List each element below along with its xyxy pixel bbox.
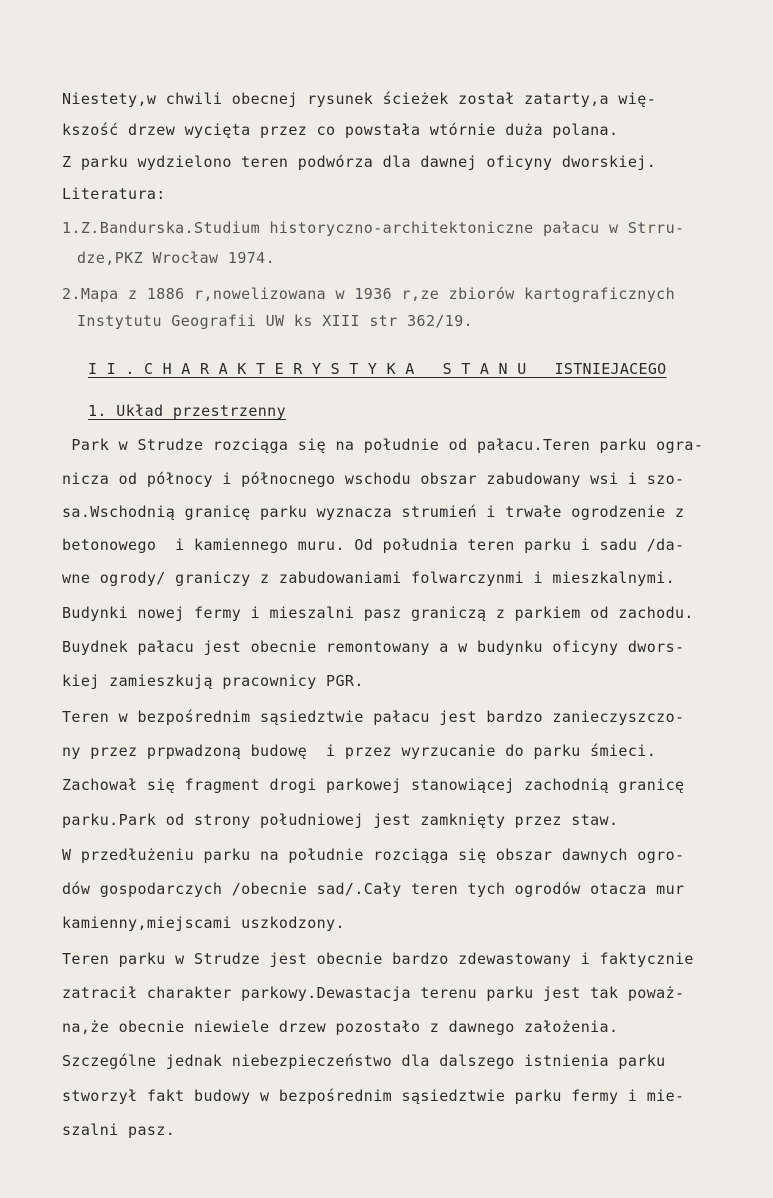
body-line: Zachował się fragment drogi parkowej stanowiącej zachodnią granicę — [62, 776, 685, 794]
literature-item-2a: 2.Mapa z 1886 r,nowelizowana w 1936 r,ze zbiorów kartograficznych — [62, 285, 675, 303]
body-line: kiej zamieszkują pracownicy PGR. — [62, 672, 364, 690]
body-line: dów gospodarczych /obecnie sad/.Cały teren tych ogrodów otacza mur — [62, 880, 685, 898]
body-line: zatracił charakter parkowy.Dewastacja terenu parku jest tak poważ- — [62, 984, 685, 1002]
body-line: wne ogrody/ graniczy z zabudowaniami folwarczynmi i mieszkalnymi. — [62, 569, 675, 587]
intro-line-3: Z parku wydzielono teren podwórza dla dawnej oficyny dworskiej. — [62, 153, 657, 171]
literature-item-1b: dze,PKZ Wrocław 1974. — [77, 249, 276, 267]
body-line: sa.Wschodnią granicę parku wyznacza strumień i trwałe ogrodzenie z — [62, 503, 685, 521]
body-line: na,że obecnie niewiele drzew pozostało z dawnego założenia. — [62, 1018, 619, 1036]
body-line: ny przez prpwadzoną budowę i przez wyrzucanie do parku śmieci. — [62, 742, 657, 760]
body-line: szalni pasz. — [62, 1121, 176, 1139]
body-line: Szczególne jednak niebezpieczeństwo dla dalszego istnienia parku — [62, 1052, 666, 1070]
literature-item-2b: Instytutu Geografii UW ks XIII str 362/19. — [77, 312, 474, 330]
intro-line-2: kszość drzew wycięta przez co powstała wtórnie duża polana. — [62, 121, 619, 139]
body-line: nicza od północy i północnego wschodu obszar zabudowany wsi i szo- — [62, 470, 685, 488]
body-line: kamienny,miejscami uszkodzony. — [62, 914, 345, 932]
body-line: Teren w bezpośrednim sąsiedztwie pałacu jest bardzo zanieczyszczo- — [62, 708, 685, 726]
body-line: Buydnek pałacu jest obecnie remontowany a w budynku oficyny dwors- — [62, 638, 685, 656]
section-subheading: 1. Układ przestrzenny — [88, 402, 287, 420]
intro-line-1: Niestety,w chwili obecnej rysunek ścieżek został zatarty,a wię- — [62, 90, 657, 108]
literature-item-1a: 1.Z.Bandurska.Studium historyczno-architektoniczne pałacu w Strru- — [62, 219, 685, 237]
body-line: Park w Strudze rozciąga się na południe od pałacu.Teren parku ogra- — [62, 436, 704, 454]
body-line: betonowego i kamiennego muru. Od południa teren parku i sadu /da- — [62, 536, 685, 554]
body-line: Budynki nowej fermy i mieszalni pasz graniczą z parkiem od zachodu. — [62, 604, 694, 622]
literature-label: Literatura: — [62, 185, 166, 203]
body-line: parku.Park od strony południowej jest zamknięty przez staw. — [62, 811, 619, 829]
body-line: W przedłużeniu parku na południe rozciąga się obszar dawnych ogro- — [62, 846, 685, 864]
body-line: Teren parku w Strudze jest obecnie bardzo zdewastowany i faktycznie — [62, 950, 694, 968]
section-heading: I I . C H A R A K T E R Y S T Y K A S T A N U ISTNIEJACEGO — [88, 360, 667, 378]
body-line: stworzył fakt budowy w bezpośrednim sąsiedztwie parku fermy i mie- — [62, 1087, 685, 1105]
